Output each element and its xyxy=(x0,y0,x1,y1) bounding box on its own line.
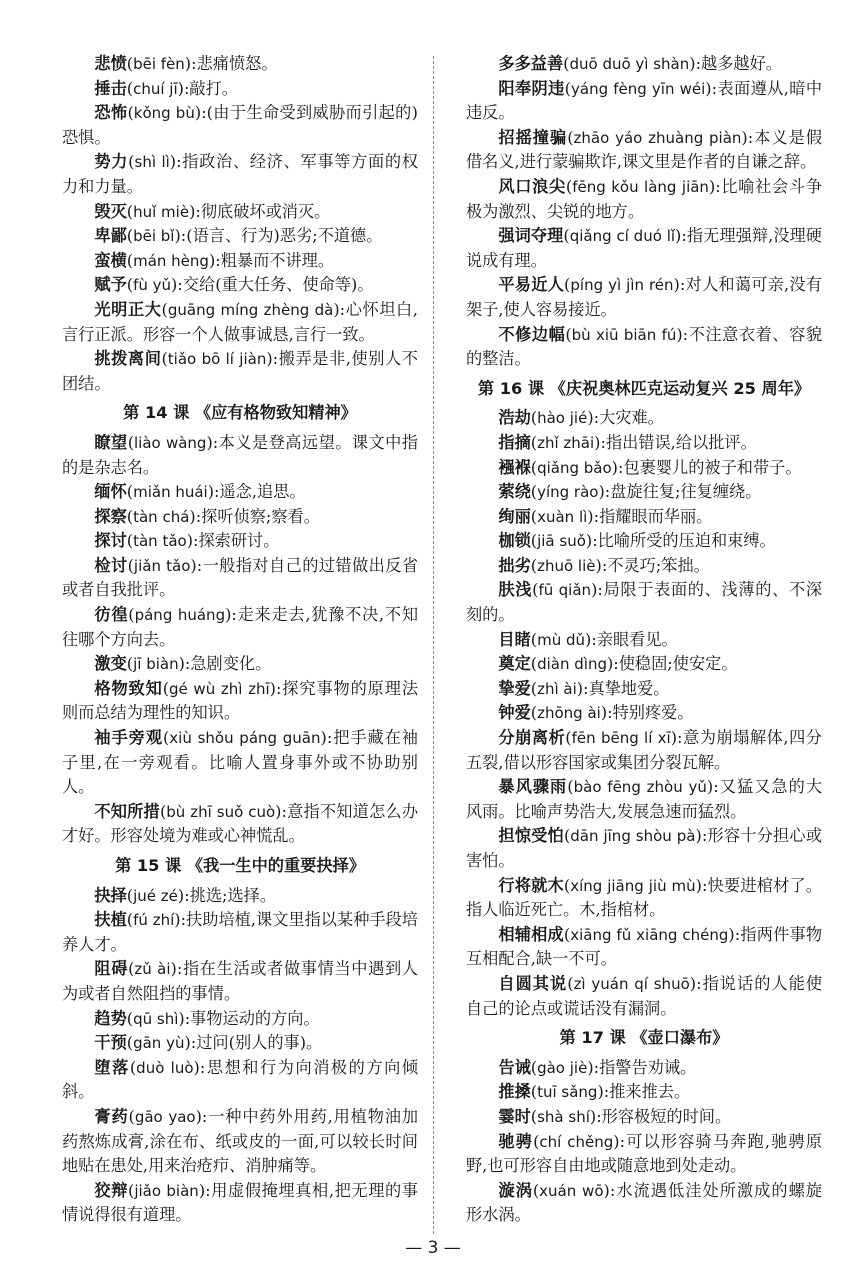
vocab-pinyin: zhì ài xyxy=(537,679,577,698)
vocab-pinyin: zhāo yáo zhuàng piàn xyxy=(573,128,742,147)
vocab-pinyin: bēi bǐ xyxy=(133,227,175,246)
vocab-pinyin: jī biàn xyxy=(133,655,179,674)
vocab-pinyin: bēi fèn xyxy=(133,55,185,73)
column-divider xyxy=(433,56,434,1234)
vocab-definition: 意指不知道怎么办才好。形容处境为难或心神慌乱。 xyxy=(62,801,419,846)
vocab-term: 目睹 xyxy=(498,629,531,649)
vocab-definition: 不灵巧;笨拙。 xyxy=(607,555,710,575)
vocab-term: 驰骋 xyxy=(498,1131,534,1151)
vocab-term: 缅怀 xyxy=(94,482,127,502)
vocab-pinyin: bù xiū biān fú xyxy=(571,325,677,344)
vocab-entry: 襁褓(qiǎng bǎo):包裹婴儿的被子和带子。 xyxy=(498,457,802,477)
left-column xyxy=(62,52,418,1228)
vocab-term: 萦绕 xyxy=(498,482,531,502)
vocab-term: 势力 xyxy=(94,152,129,172)
vocab-definition: 表面遵从,暗中违反。 xyxy=(466,78,823,123)
vocab-definition: 比喻所受的压迫和束缚。 xyxy=(597,531,776,551)
vocab-term: 多多益善 xyxy=(498,54,564,73)
vocab-pinyin: duō duō yì shàn xyxy=(569,55,690,73)
vocab-term: 自圆其说 xyxy=(498,973,568,993)
vocab-definition: 推来推去。 xyxy=(609,1082,691,1102)
vocab-pinyin: mù dǔ xyxy=(537,630,586,649)
vocab-entry: 检讨(jiǎn tǎo):一般指对自己的过错做出反省或者自我批评。 xyxy=(62,555,418,600)
vocab-entry: 蛮横(mán hèng):粗暴而不讲理。 xyxy=(94,250,335,270)
vocab-entry: 目睹(mù dǔ):亲眼看见。 xyxy=(498,629,678,649)
vocab-entry: 告诫(gào jiè):指警告劝诫。 xyxy=(498,1057,697,1077)
vocab-entry: 捶击(chuí jī):敲打。 xyxy=(94,78,238,98)
vocab-term: 肤浅 xyxy=(498,580,533,600)
vocab-entry: 悲愤(bēi fèn):悲痛愤怒。 xyxy=(94,54,278,73)
vocab-definition: 真挚地爱。 xyxy=(588,678,670,698)
vocab-definition: 越多越好。 xyxy=(701,54,782,73)
vocab-entry: 卑鄙(bēi bǐ):(语言、行为)恶劣;不道德。 xyxy=(94,226,383,246)
vocab-pinyin: xiù shǒu páng guān xyxy=(169,729,321,748)
vocab-definition: 遥念,追思。 xyxy=(219,482,306,502)
vocab-term: 蛮横 xyxy=(94,250,127,270)
vocab-entry: 缅怀(miǎn huái):遥念,追思。 xyxy=(94,482,306,502)
vocab-pinyin: huǐ miè xyxy=(133,202,190,221)
vocab-entry: 瞭望(liào wàng):本义是登高远望。课文中指的是杂志名。 xyxy=(62,432,418,477)
vocab-term: 干预 xyxy=(94,1033,127,1053)
vocab-entry: 阳奉阴违(yáng fèng yīn wéi):表面遵从,暗中违反。 xyxy=(466,78,823,123)
vocab-pinyin: hào jié xyxy=(537,409,588,428)
vocab-term: 探讨 xyxy=(94,531,127,551)
vocab-entry: 指摘(zhǐ zhāi):指出错误,给以批评。 xyxy=(498,432,757,452)
vocab-term: 漩涡 xyxy=(498,1180,533,1200)
vocab-entry: 担惊受怕(dān jīng shòu pà):形容十分担心或害怕。 xyxy=(466,826,823,870)
vocab-entry: 分崩离析(fēn bēng lí xī):意为崩塌解体,四分五裂,借以形容国家或集团分裂瓦解。 xyxy=(466,728,822,772)
vocab-pinyin: chuí jī xyxy=(133,79,178,98)
vocab-pinyin: qiǎng bǎo xyxy=(537,458,612,477)
vocab-pinyin: fēn bēng lí xī xyxy=(571,729,671,748)
lesson-heading: 第 17 课 《壶口瀑布》 xyxy=(559,1028,729,1048)
vocab-pinyin: qiǎng cí duó lǐ xyxy=(569,227,676,246)
vocab-definition: 指耀眼而华丽。 xyxy=(599,506,713,526)
vocab-definition: 心怀坦白,言行正派。形容一个人做事诚恳,言行一致。 xyxy=(62,299,418,344)
vocab-definition: 交给(重大任务、使命等)。 xyxy=(182,275,374,295)
vocab-term: 膏药 xyxy=(94,1106,129,1126)
vocab-definition: 指无理强辩,没理硬说成有理。 xyxy=(466,226,822,270)
vocab-pinyin: gān yù xyxy=(133,1034,185,1053)
vocab-definition: 意为崩塌解体,四分五裂,借以形容国家或集团分裂瓦解。 xyxy=(466,728,822,772)
vocab-term: 趋势 xyxy=(94,1008,127,1028)
vocab-entry: 奠定(diàn dìng):使稳固;使安定。 xyxy=(498,654,738,674)
vocab-pinyin: dān jīng shòu pà xyxy=(570,827,696,846)
vocab-entry: 挚爱(zhì ài):真挚地爱。 xyxy=(498,678,670,698)
vocab-definition: 走来走去,犹豫不决,不知往哪个方向去。 xyxy=(62,605,419,649)
vocab-pinyin: tàn tǎo xyxy=(133,532,187,551)
vocab-definition: 指两件事物互相配合,缺一不可。 xyxy=(466,924,823,969)
lesson-heading: 第 16 课 《庆祝奥林匹克运动复兴 25 周年》 xyxy=(477,378,811,398)
vocab-term: 分崩离析 xyxy=(498,728,566,748)
vocab-definition: 悲痛愤怒。 xyxy=(196,54,278,73)
vocab-pinyin: diàn dìng xyxy=(537,655,607,674)
vocab-entry: 拙劣(zhuō liè):不灵巧;笨拙。 xyxy=(498,555,710,575)
vocab-definition: 指出错误,给以批评。 xyxy=(605,432,757,452)
vocab-term: 枷锁 xyxy=(498,531,531,551)
vocab-term: 绚丽 xyxy=(498,506,531,526)
vocab-pinyin: kǒng bù xyxy=(133,104,195,123)
vocab-definition: 指在生活或者做事情当中遇到人为或者自然阻挡的事情。 xyxy=(62,959,418,1003)
vocab-term: 彷徨 xyxy=(94,605,129,625)
vocab-pinyin: liào wàng xyxy=(134,433,207,452)
vocab-pinyin: yíng rào xyxy=(537,483,599,502)
vocab-entry: 不知所措(bù zhī suǒ cuò):意指不知道怎么办才好。形容处境为难或心神慌乱。 xyxy=(62,801,419,846)
vocab-definition: 一般指对自己的过错做出反省或者自我批评。 xyxy=(62,555,418,600)
vocab-pinyin: xuán wō xyxy=(539,1181,604,1200)
vocab-definition: 比喻社会斗争极为激烈、尖锐的地方。 xyxy=(466,176,823,221)
vocab-pinyin: páng huáng xyxy=(134,606,226,625)
vocab-pinyin: fù yǔ xyxy=(133,276,172,295)
vocab-definition: 对人和蔼可亲,没有架子,使人容易接近。 xyxy=(466,275,823,319)
vocab-entry: 枷锁(jiā suǒ):比喻所受的压迫和束缚。 xyxy=(498,531,776,551)
vocab-definition: 一种中药外用药,用植物油加药熬炼成膏,涂在布、纸或皮的一面,可以较长时间地贴在患处,用来治疮疖、消肿痛等。 xyxy=(62,1106,419,1176)
vocab-pinyin: zhǐ zhāi xyxy=(537,433,595,452)
vocab-pinyin: bù zhī suǒ cuò xyxy=(166,802,276,821)
vocab-entry: 探讨(tàn tǎo):探索研讨。 xyxy=(94,531,280,551)
vocab-pinyin: gé wù zhì zhī xyxy=(169,679,270,698)
vocab-entry: 不修边幅(bù xiū biān fú):不注意衣着、容貌的整洁。 xyxy=(466,324,823,369)
vocab-entry: 格物致知(gé wù zhì zhī):探究事物的原理法则而总结为理性的知识。 xyxy=(62,678,419,723)
vocab-definition: 使稳固;使安定。 xyxy=(618,654,738,674)
vocab-pinyin: mán hèng xyxy=(133,251,209,270)
vocab-entry: 漩涡(xuán wō):水流遇低洼处所激成的螺旋形水涡。 xyxy=(466,1180,823,1225)
vocab-entry: 钟爱(zhōng ài):特别疼爱。 xyxy=(498,703,694,723)
vocab-pinyin: tiǎo bō lí jiàn xyxy=(167,350,267,369)
vocab-entry: 挑拨离间(tiǎo bō lí jiàn):搬弄是非,使别人不团结。 xyxy=(62,349,418,393)
vocab-term: 担惊受怕 xyxy=(498,826,564,846)
vocab-pinyin: xuàn lì xyxy=(537,507,588,526)
vocab-definition: 形容极短的时间。 xyxy=(601,1106,732,1126)
vocab-term: 袖手旁观 xyxy=(94,728,163,748)
vocab-pinyin: píng yì jìn rén xyxy=(570,276,674,295)
vocab-pinyin: gāo yao xyxy=(134,1107,196,1126)
vocab-entry: 彷徨(páng huáng):走来走去,犹豫不决,不知往哪个方向去。 xyxy=(62,605,419,649)
vocab-definition: 又猛又急的大风雨。比喻声势浩大,发展急速而猛烈。 xyxy=(466,777,823,821)
vocab-entry: 风口浪尖(fēng kǒu làng jiān):比喻社会斗争极为激烈、尖锐的地方。 xyxy=(466,176,823,221)
vocab-pinyin: xíng jiāng jiù mù xyxy=(570,876,696,895)
vocab-definition: 敲打。 xyxy=(189,78,238,98)
vocab-term: 探察 xyxy=(94,506,127,526)
vocab-entry: 干预(gān yù):过问(别人的事)。 xyxy=(94,1033,323,1053)
vocab-term: 强词夺理 xyxy=(498,226,564,246)
vocab-definition: 指说话的人能使自己的论点或谎话没有漏洞。 xyxy=(466,973,823,1018)
vocab-term: 相辅相成 xyxy=(498,924,564,944)
vocab-pinyin: miǎn huái xyxy=(133,483,208,502)
vocab-pinyin: zǔ ài xyxy=(134,960,171,979)
vocab-entry: 光明正大(guāng míng zhèng dà):心怀坦白,言行正派。形容一个人做事诚恳,言行一致。 xyxy=(62,299,418,344)
vocab-definition: 盘旋往复;往复缠绕。 xyxy=(610,482,762,502)
vocab-pinyin: tuī sǎng xyxy=(537,1083,598,1102)
vocab-definition: 探索研讨。 xyxy=(198,531,280,551)
vocab-entry: 浩劫(hào jié):大灾难。 xyxy=(498,408,664,428)
vocab-term: 狡辩 xyxy=(94,1180,128,1200)
vocab-pinyin: tàn chá xyxy=(133,507,190,526)
vocab-definition: 本义是登高远望。课文中指的是杂志名。 xyxy=(62,432,418,477)
vocab-entry: 趋势(qū shì):事物运动的方向。 xyxy=(94,1008,320,1028)
vocab-pinyin: fú zhí xyxy=(133,911,175,930)
vocab-term: 不知所措 xyxy=(94,801,160,821)
vocab-term: 卑鄙 xyxy=(94,226,127,246)
vocab-definition: 彻底破坏或消灭。 xyxy=(200,201,331,221)
vocab-term: 阻碍 xyxy=(94,959,129,979)
lesson-heading: 第 14 课 《应有格物致知精神》 xyxy=(123,403,357,423)
vocab-entry: 袖手旁观(xiù shǒu páng guān):把手藏在袖子里,在一旁观看。比喻人置身事外或不协助别人。 xyxy=(62,728,418,797)
vocab-term: 招摇撞骗 xyxy=(498,127,568,147)
vocab-term: 光明正大 xyxy=(94,299,162,319)
vocab-term: 行将就木 xyxy=(498,875,564,895)
vocab-definition: 指警告劝诫。 xyxy=(599,1057,697,1077)
vocab-term: 赋予 xyxy=(94,275,127,295)
page-number: — 3 — xyxy=(405,1238,461,1258)
vocab-term: 激变 xyxy=(94,654,127,674)
vocab-term: 恐怖 xyxy=(94,103,128,123)
vocab-definition: 过问(别人的事)。 xyxy=(196,1033,323,1053)
vocab-term: 奠定 xyxy=(498,654,531,674)
vocab-definition: (由于生命受到威胁而引起的)恐惧。 xyxy=(62,103,418,147)
vocab-entry: 赋予(fù yǔ):交给(重大任务、使命等)。 xyxy=(94,275,374,295)
vocab-term: 检讨 xyxy=(94,555,128,575)
vocab-term: 告诫 xyxy=(498,1057,531,1077)
vocab-pinyin: jué zé xyxy=(133,886,178,905)
vocab-term: 钟爱 xyxy=(498,703,531,723)
vocab-term: 浩劫 xyxy=(498,408,531,428)
vocab-entry: 萦绕(yíng rào):盘旋往复;往复缠绕。 xyxy=(498,482,762,502)
vocab-term: 瞭望 xyxy=(94,432,128,452)
vocab-definition: 局限于表面的、浅薄的、不深刻的。 xyxy=(466,580,823,625)
vocab-pinyin: qū shì xyxy=(133,1009,179,1028)
vocab-entry: 探察(tàn chá):探听侦察;察看。 xyxy=(94,506,320,526)
vocab-definition: 形容十分担心或害怕。 xyxy=(466,826,823,870)
vocab-definition: 挑选;选择。 xyxy=(189,885,277,905)
vocab-entry: 平易近人(píng yì jìn rén):对人和蔼可亲,没有架子,使人容易接近。 xyxy=(466,275,823,319)
vocab-definition: 扶助培植,课文里指以某种手段培养人才。 xyxy=(62,910,418,954)
vocab-term: 格物致知 xyxy=(94,678,163,698)
vocab-entry: 堕落(duò luò):思想和行为向消极的方向倾斜。 xyxy=(62,1057,419,1102)
vocab-definition: 事物运动的方向。 xyxy=(190,1008,320,1028)
vocab-pinyin: duò luò xyxy=(136,1058,194,1077)
vocab-entry: 势力(shì lì):指政治、经济、军事等方面的权力和力量。 xyxy=(62,152,419,196)
vocab-definition: 探究事物的原理法则而总结为理性的知识。 xyxy=(62,678,419,723)
vocab-definition: 本义是假借名义,进行蒙骗欺诈,课文里是作者的自谦之辞。 xyxy=(466,127,823,172)
vocab-term: 暴风骤雨 xyxy=(498,777,568,797)
vocab-term: 不修边幅 xyxy=(498,324,566,344)
vocab-entry: 推搡(tuī sǎng):推来推去。 xyxy=(498,1082,691,1102)
vocab-definition: 把手藏在袖子里,在一旁观看。比喻人置身事外或不协助别人。 xyxy=(62,728,418,797)
vocab-term: 平易近人 xyxy=(498,275,565,295)
vocab-pinyin: jiǎo biàn xyxy=(134,1181,199,1200)
vocab-entry: 扶植(fú zhí):扶助培植,课文里指以某种手段培养人才。 xyxy=(62,910,418,954)
vocab-entry: 激变(jī biàn):急剧变化。 xyxy=(94,654,272,674)
vocab-definition: 急剧变化。 xyxy=(190,654,272,674)
vocab-term: 推搡 xyxy=(498,1082,531,1102)
vocab-entry: 驰骋(chí chěng):可以形容骑马奔跑,驰骋原野,也可形容自由地或随意地到处走动。 xyxy=(466,1131,823,1176)
vocab-pinyin: shì lì xyxy=(134,153,170,172)
vocab-term: 抉择 xyxy=(94,885,127,905)
vocab-term: 毁灭 xyxy=(94,201,127,221)
vocab-entry: 膏药(gāo yao):一种中药外用药,用植物油加药熬炼成膏,涂在布、纸或皮的一面,可以较长时间地贴在患处,用来治疮疖、消肿痛等。 xyxy=(62,1106,419,1176)
vocab-term: 挑拨离间 xyxy=(94,349,162,369)
vocab-term: 拙劣 xyxy=(498,555,531,575)
vocab-entry: 狡辩(jiǎo biàn):用虚假掩埋真相,把无理的事情说得很有道理。 xyxy=(62,1180,418,1225)
vocab-term: 悲愤 xyxy=(94,54,127,73)
vocab-pinyin: gào jiè xyxy=(537,1058,588,1077)
vocab-definition: 亲眼看见。 xyxy=(596,629,678,649)
vocab-pinyin: zì yuán qí shuō xyxy=(573,974,690,993)
vocab-definition: 不注意衣着、容貌的整洁。 xyxy=(466,324,823,369)
vocab-entry: 相辅相成(xiāng fǔ xiāng chéng):指两件事物互相配合,缺一不可。 xyxy=(466,924,823,969)
vocab-entry: 自圆其说(zì yuán qí shuō):指说话的人能使自己的论点或谎话没有漏洞。 xyxy=(466,973,823,1018)
vocab-definition: 包裹婴儿的被子和带子。 xyxy=(623,457,802,477)
vocab-definition: 探听侦察;察看。 xyxy=(201,506,320,526)
vocab-term: 霎时 xyxy=(498,1106,531,1126)
vocab-pinyin: jiā suǒ xyxy=(537,532,586,551)
vocab-entry: 暴风骤雨(bào fēng zhòu yǔ):又猛又急的大风雨。比喻声势浩大,发展急速而猛烈。 xyxy=(466,777,823,821)
vocab-pinyin: zhuō liè xyxy=(537,556,596,575)
vocab-entry: 恐怖(kǒng bù):(由于生命受到威胁而引起的)恐惧。 xyxy=(62,103,418,147)
vocab-term: 风口浪尖 xyxy=(498,176,566,196)
vocab-entry: 强词夺理(qiǎng cí duó lǐ):指无理强辩,没理硬说成有理。 xyxy=(466,226,822,270)
vocab-definition: 用虚假掩埋真相,把无理的事情说得很有道理。 xyxy=(62,1180,418,1225)
vocab-entry: 肤浅(fū qiǎn):局限于表面的、浅薄的、不深刻的。 xyxy=(466,580,823,625)
vocab-entry: 抉择(jué zé):挑选;选择。 xyxy=(94,885,277,905)
vocab-pinyin: bào fēng zhòu yǔ xyxy=(573,778,707,797)
vocab-pinyin: shà shí xyxy=(537,1107,590,1126)
vocab-pinyin: jiǎn tǎo xyxy=(133,556,191,575)
vocab-entry: 招摇撞骗(zhāo yáo zhuàng piàn):本义是假借名义,进行蒙骗欺诈,课文里是作者的自谦之辞。 xyxy=(466,127,823,172)
vocab-definition: 水流遇低洼处所激成的螺旋形水涡。 xyxy=(466,1180,823,1225)
vocab-definition: 思想和行为向消极的方向倾斜。 xyxy=(62,1057,419,1102)
vocab-entry: 阻碍(zǔ ài):指在生活或者做事情当中遇到人为或者自然阻挡的事情。 xyxy=(62,959,418,1003)
vocab-term: 捶击 xyxy=(94,78,127,98)
vocab-entry: 毁灭(huǐ miè):彻底破坏或消灭。 xyxy=(94,201,331,221)
vocab-pinyin: fēng kǒu làng jiān xyxy=(572,177,709,196)
vocab-entry: 霎时(shà shí):形容极短的时间。 xyxy=(498,1106,732,1126)
vocab-definition: 大灾难。 xyxy=(599,408,664,428)
vocab-pinyin: chí chěng xyxy=(539,1132,614,1151)
vocab-definition: 可以形容骑马奔跑,驰骋原野,也可形容自由地或随意地到处走动。 xyxy=(466,1131,823,1176)
vocab-entry: 行将就木(xíng jiāng jiù mù):快要进棺材了。指人临近死亡。木,指棺材。 xyxy=(466,875,822,920)
vocab-pinyin: fū qiǎn xyxy=(538,581,592,600)
vocab-definition: 粗暴而不讲理。 xyxy=(220,250,335,270)
vocab-entry: 多多益善(duō duō yì shàn):越多越好。 xyxy=(498,54,782,73)
vocab-term: 阳奉阴违 xyxy=(498,78,565,98)
vocab-pinyin: yáng fèng yīn wéi xyxy=(571,79,706,98)
vocab-definition: 指政治、经济、军事等方面的权力和力量。 xyxy=(62,152,419,196)
vocab-term: 扶植 xyxy=(94,910,127,930)
vocab-definition: 快要进棺材了。指人临近死亡。木,指棺材。 xyxy=(466,875,822,920)
vocab-definition: 搬弄是非,使别人不团结。 xyxy=(62,349,418,393)
vocab-pinyin: zhōng ài xyxy=(537,704,601,723)
vocab-pinyin: xiāng fǔ xiāng chéng xyxy=(570,925,729,944)
vocab-term: 挚爱 xyxy=(498,678,531,698)
vocab-definition: 特别疼爱。 xyxy=(612,703,694,723)
vocab-pinyin: guāng míng zhèng dà xyxy=(167,300,334,319)
vocab-entry: 绚丽(xuàn lì):指耀眼而华丽。 xyxy=(498,506,713,526)
vocab-term: 襁褓 xyxy=(498,457,531,477)
lesson-heading: 第 15 课 《我一生中的重要抉择》 xyxy=(115,856,365,875)
right-column xyxy=(466,52,822,1228)
vocab-term: 指摘 xyxy=(498,432,531,452)
vocab-definition: (语言、行为)恶劣;不道德。 xyxy=(186,226,383,246)
vocab-term: 堕落 xyxy=(94,1057,130,1077)
